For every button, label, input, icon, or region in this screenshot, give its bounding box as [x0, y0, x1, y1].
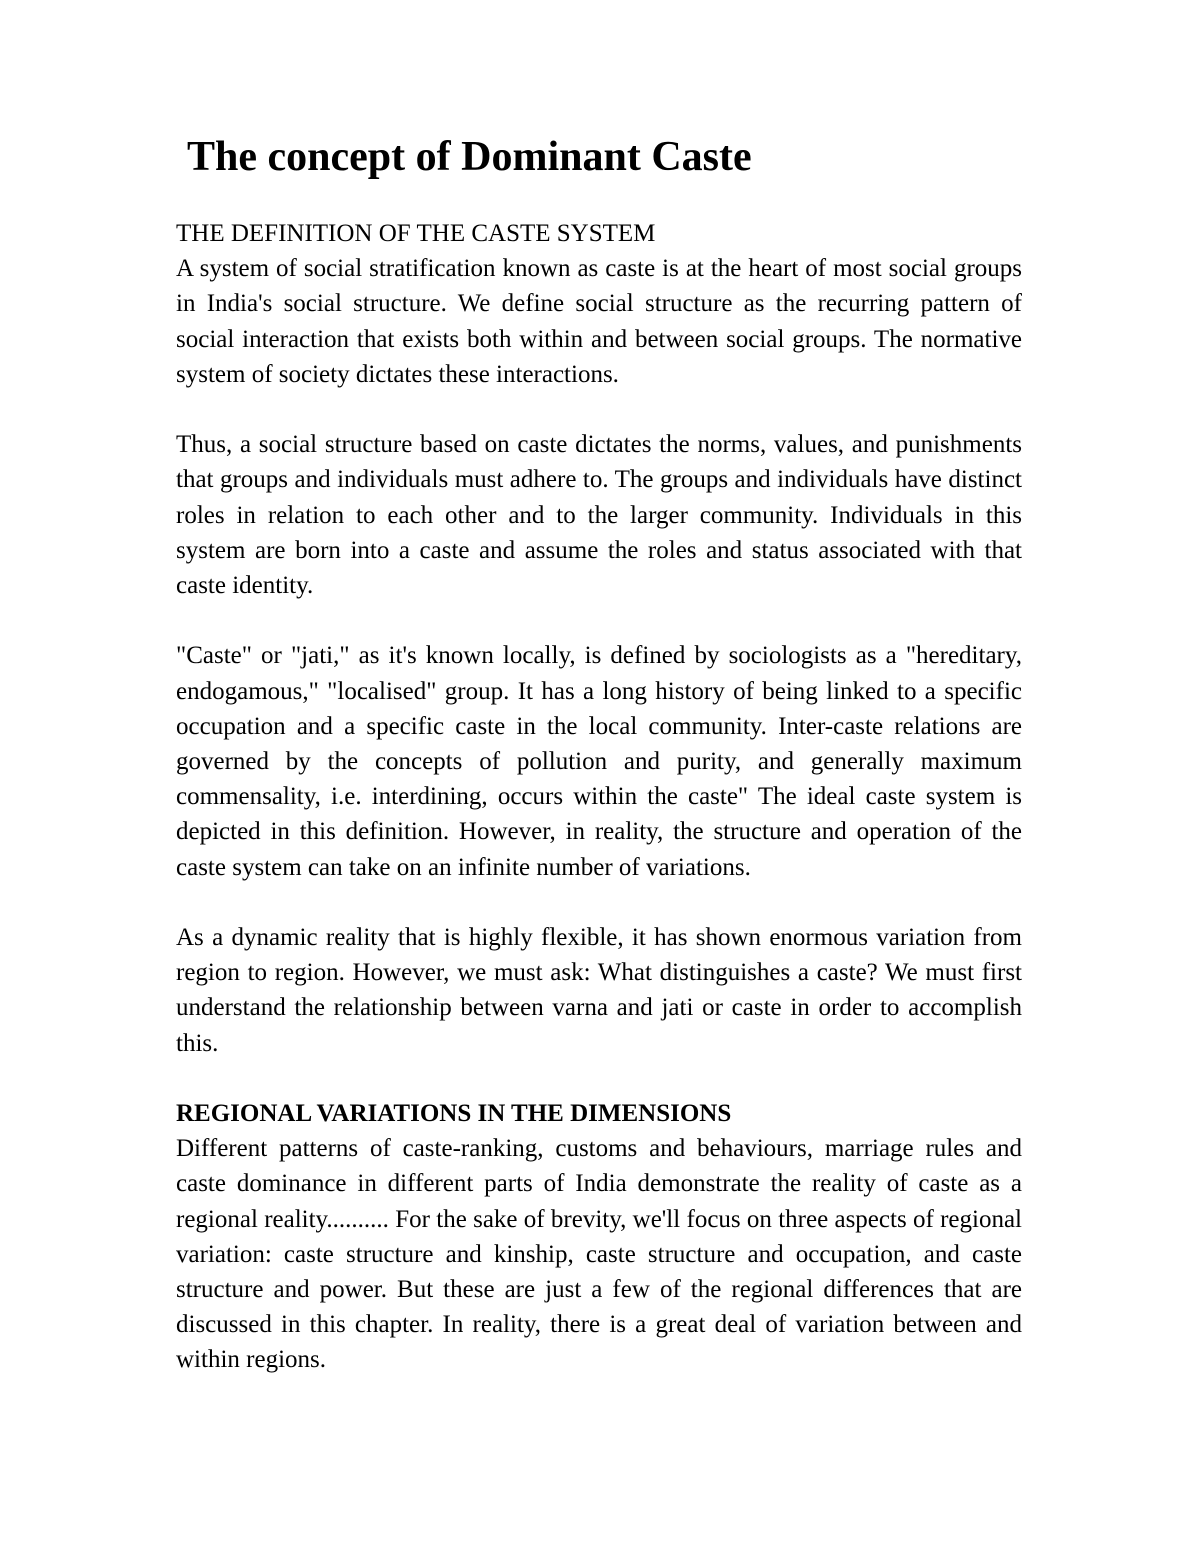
document-body: [176, 216, 1022, 1378]
section-heading-regional-variations: REGIONAL VARIATIONS IN THE DIMENSIONS: [176, 1100, 732, 1128]
section-heading-caste-definition: THE DEFINITION OF THE CASTE SYSTEM: [176, 220, 656, 247]
paragraph: Thus, a social structure based on caste dictates the norms, values, and punishments that groups and individuals must adhere to. The groups and individuals have distinct roles in relation to each other and to the larger community. Individuals in this system are born into a caste and assume the roles and status associated with that caste identity.: [176, 431, 1022, 600]
paragraph: A system of social stratification known as caste is at the heart of most social groups in India's social structure. We define social structure as the recurring pattern of social interaction that exists both within and between social groups. The normative system of society dictates these interactions.: [176, 255, 1022, 388]
paragraph: As a dynamic reality that is highly flexible, it has shown enormous variation from region to region. However, we must ask: What distinguishes a caste? We must first understand the relationship between varna and jati or caste in order to accomplish this.: [176, 924, 1022, 1057]
document-title: The concept of Dominant Caste: [187, 134, 752, 180]
paragraph: "Caste" or "jati," as it's known locally, is defined by sociologists as a "hereditary, endogamous," "localised" group. It has a long history of being linked to a specific occupation and a specific caste in the local community. Inter-caste relations are governed by the concepts of pollution and purity, and generally maximum commensality, i.e. interdining, occurs within the caste" The ideal caste system is depicted in this definition. However, in reality, the structure and operation of the caste system can take on an infinite number of variations.: [176, 642, 1022, 881]
paragraph: Different patterns of caste-ranking, customs and behaviours, marriage rules and caste dominance in different parts of India demonstrate the reality of caste as a regional reality.......... For the sake of brevity, we'll focus on three aspects of regional variation: caste structure and kinship, caste structure and occupation, and caste structure and power. But these are just a few of the regional differences that are discussed in this chapter. In reality, there is a great deal of variation between and within regions.: [176, 1135, 1022, 1374]
